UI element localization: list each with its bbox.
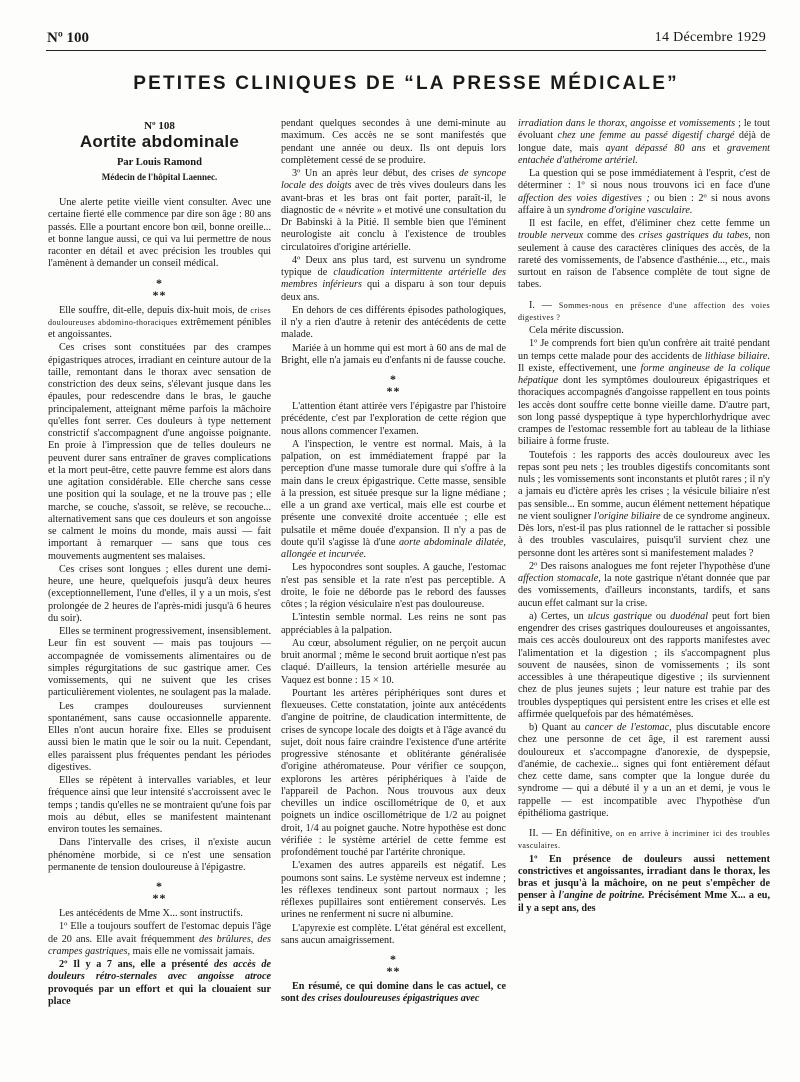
section-heading: I. — Sommes-nous en présence d'une affection des voies digestives ? [518, 299, 770, 322]
column-1 [48, 118, 271, 1078]
paragraph: Ces crises sont longues ; elles durent une demi-heure, une heure, quelquefois jusqu'à deux heures (exceptionnellement, l'une d'elles, il y a un mois, s'est prolongée de 2 heures de l'après-midi jusqu'à 6 heures du soir). [48, 563, 271, 624]
paragraph: Les hypocondres sont souples. A gauche, l'estomac n'est pas sensible et la rate n'est pas perceptible. A droite, le foie ne déborde pas le rebord des fausses côtes ; la région vésiculaire n'est pas douloureuse. [281, 562, 506, 610]
paragraph: Au cœur, absolument régulier, on ne perçoit aucun bruit anormal ; même le second bruit aortique n'est pas claqué. D'ailleurs, la tension artérielle mesurée au Vaquez est bonne : 15 × 10. [281, 637, 506, 686]
paragraph: L'attention étant attirée vers l'épigastre par l'histoire précédente, c'est par l'exploration de cette région que nous allons commencer l'examen. [281, 401, 506, 437]
paragraph: a) Certes, un ulcus gastrique ou duodénal peut fort bien engendrer des crises gastriques douloureuses et angoissantes, mais ces accès douloureux ont des rapports manifestes avec l'alimentation et la digestion ; ils s'accompagnent plus souvent de nausées, sinon de vomissements ; ils sont accessibles à une thérapeutique digestive ; ils surviennent chez de plus jeunes sujets ; leur nature est trahie par des troubles dyspeptiques qui persistent entre les crises et elle est affirmée quelquefois par des hématémèses. [518, 610, 770, 720]
section-separator: * ** [386, 372, 401, 398]
paragraph: En dehors de ces différents épisodes pathologiques, il n'y a rien d'autre à retenir des antécédents de cette malade. [281, 304, 506, 341]
paragraph: L'examen des autres appareils est négatif. Les poumons sont sains. Le système nerveux est indemne ; les réflexes tendineux sont partout normaux ; les réflexes pupillaires sont entièrement conservés. Les urines ne renferment ni sucre ni albumine. [281, 860, 506, 921]
article-number: Nº 108 [144, 120, 175, 132]
paragraph: Toutefois : les rapports des accès douloureux avec les repas sont peu nets ; les troubles digestifs concomitants sont nuls ; les vomissements sont inconstants et plutôt rares ; il n'y a jamais eu d'ictère après les crises ; la vésicule biliaire n'est pas sensible... En somme, aucun élément nettement hépatique ne vient souligner l'origine biliaire de ce syndrome angineux. Dès lors, n'est-il pas plus rationnel de le rattacher si possible à des troubles vasculaires, puisqu'il survient chez une personne dont les artères sont si manifestement malades ? [518, 449, 770, 559]
paragraph: 1º Elle a toujours souffert de l'estomac depuis l'âge de 20 ans. Elle avait fréquemment des brûlures, des crampes gastriques, mais elle ne vomissait jamais. [48, 921, 271, 957]
section-separator: * ** [152, 879, 167, 905]
author-affiliation: Médecin de l'hôpital Laennec. [101, 171, 218, 182]
section-separator: * ** [152, 275, 167, 302]
paragraph: irradiation dans le thorax, angoisse et vomissements ; le tout évoluant chez une femme au passé digestif chargé déjà de longue date, mais ayant dépassé 80 ans et gravement entachée d'athérome artériel. [518, 118, 770, 166]
paragraph: En résumé, ce qui domine dans le cas actuel, ce sont des crises douloureuses épigastriques avec [281, 981, 506, 1005]
paragraph: Mariée à un homme qui est mort à 60 ans de mal de Bright, elle n'a jamais eu d'enfants ni de fausse couche. [281, 342, 506, 366]
article-title: Aortite abdominale [79, 132, 240, 152]
paragraph: 1º Je comprends fort bien qu'un confrère ait traité pendant un temps cette malade pour des accidents de lithiase biliaire. Il existe, effectivement, une forme angineuse de la colique hépatique dont les symptômes douloureux épigastriques et thoraciques accompagnés d'angoisse rappellent en tous points les accès dont souffre cette bonne vieille dame. D'autre part, son long passé dyspeptique à type hyperchlorhydrique avec crampes de l'estomac ressemble fort au tableau de la lithiase biliaire à forme fruste. [518, 338, 770, 448]
paragraph: Les antécédents de Mme X... sont instructifs. [59, 908, 243, 919]
paragraph: pendant quelques secondes à une demi-minute au maximum. Ces accès ne se sont manifestés que pendant une année ou deux. Ils ont depuis lors complètement cessé de se produire. [281, 118, 506, 166]
paragraph: Pourtant les artères périphériques sont dures et flexueuses. Cette constatation, jointe aux antécédents d'angine de poitrine, de claudication intermittente, de crises de syncope locale des doigts et à l'âge avancé du sujet, doit nous faire craindre l'existence d'une artérite progressive sténosante et oblitérante généralisée d'origine athéromateuse. Pour vérifier ce soupçon, explorons les artères périphériques à l'aide de l'appareil de Pachon. Nous trouvous aux deux chevilles un indice oscillométrique de 0, et aux poignets un indice oscillométrique de 1/2 au poignet droit, 1/4 au poignet gauche. Notre hypothèse est donc vérifiée : le système artériel de cette femme est profondément touché par l'artérite chronique. [281, 687, 506, 858]
issue-date: 14 Décembre 1929 [654, 30, 766, 45]
paragraph: Les crampes douloureuses surviennent spontanément, sans cause occasionnelle apparente. Elles n'ont aucun horaire fixe. Elles se produisent aussi bien le matin que le soir ou la nuit. Cependant, elles paraissent plus fréquentes pendant les périodes digestives. [48, 700, 271, 773]
paragraph: 2º Il y a 7 ans, elle a présenté des accès de douleurs rétro-sternales avec angoisse atroce provoqués par un effort et qui la clouaient sur place [48, 959, 271, 1007]
paragraph: 4º Deux ans plus tard, est survenu un syndrome typique de claudication intermittente artérielle des membres inférieurs qui a disparu à son tour depuis deux ans. [281, 254, 506, 303]
paragraph: L'intestin semble normal. Les reins ne sont pas appréciables à la palpation. [281, 612, 506, 636]
paragraph: Elle souffre, dit-elle, depuis dix-huit mois, de crises douloureuses abdomino-thoraciques extrêmement pénibles et angoissantes. [48, 304, 271, 340]
column-2 [281, 118, 506, 1078]
article-author: Par Louis Ramond [117, 156, 202, 168]
issue-number: Nº 100 [47, 30, 90, 46]
paragraph: La question qui se pose immédiatement à l'esprit, c'est de déterminer : 1º si nous nous trouvons ici en face d'une affection des voies digestives ; ou bien : 2º si nous avons affaire à un syndrome d'origine vasculaire. [518, 168, 770, 216]
section-heading: II. — En définitive, on en arrive à incriminer ici des troubles vasculaires. [518, 828, 770, 851]
paragraph: Elles se répètent à intervalles variables, et leur fréquence ainsi que leur intensité s'accroissent avec le temps ; tandis qu'elles ne se montraient qu'une fois par mois au début, elles se manifestent maintenant environ toutes les semaines. [48, 775, 271, 835]
paragraph: Elles se terminent progressivement, insensiblement. Leur fin est souvent — mais pas toujours — accompagnée de vomissements alimentaires ou de simples régurgitations de suc gastrique amer. Ces vomissements, qui ne suivent que les crises particulièrement violentes, ne soulagent pas la malade. [48, 626, 271, 699]
paragraph: Il est facile, en effet, d'éliminer chez cette femme un trouble nerveux comme des crises gastriques du tabes, non seulement à cause des caractères cliniques des accès, de la rareté des vomissements, de l'absence d'asthénie..., etc., mais surtout en raison de l'absence complète de tout signe de tabes. [518, 218, 770, 291]
paragraph: 2º Des raisons analogues me font rejeter l'hypothèse d'une affection stomacale, la note gastrique n'étant donnée que par des vomissements, d'ailleurs inconstants, tardifs, et sans aucun effet calmant sur la crise. [518, 560, 770, 609]
paragraph: 3º Un an après leur début, des crises de syncope locale des doigts avec de très vives douleurs dans les avant-bras et les bras ont fait porter, paraît-il, le diagnostic de « névrite » et motivé une consultation du Dr Babinski à la Pitié. Il semble bien que l'éminent neurologiste ait conclu à l'existence de troubles circulatoires d'origine artérielle. [281, 168, 506, 253]
paragraph: 1º En présence de douleurs aussi nettement constrictives et angoissantes, irradiant dans le thorax, les bras et jusqu'à la mâchoire, on ne peut s'empêcher de penser à l'angine de poitrine. Précisément Mme X... a eu, il y a sept ans, des [518, 853, 770, 914]
paragraph: Ces crises sont constituées par des crampes épigastriques atroces, irradiant en ceinture autour de la taille, remontant dans le thorax avec sensation de constriction des deux seins, s'élevant jusque dans les épaules, pour redescendre dans le bras, le gauche principalement, atteignant même parfois la mâchoire qu'elles font serrer. Ces douleurs à type nettement constrictif s'accompagnent d'une angoisse poignante. En proie à l'impression que de telles douleurs ne peuvent durer sans entraîner de graves complications et la mort peut-être, cette pauvre femme est alors dans une agitation considérable. Elle cherche sans cesse une position qui la soulage, et ne la trouve pas ; elle marche, se couche, s'assoit, se relève, se recouche... alternativement sans que ces douleurs et son angoisse se calment le moins du monde, mais aussi — fait important à remarquer — sans que tous ces mouvements augmentent ses malaises. [48, 342, 271, 562]
paragraph: A l'inspection, le ventre est normal. Mais, à la palpation, on est immédiatement frappé par la perception d'une masse tumorale dure qui s'offre à la main dans le creux épigastrique. Cette masse, sensible à la pression, est située presque sur la ligne médiane ; elle a un grand axe vertical, mais elle est courbe et présente une convexité droite accentuée ; elle est pulsatile et même douée d'expansion. Il n'y a pas de doute qu'il s'agisse là d'une aorte abdominale dilatée, allongée et incurvée. [281, 438, 506, 560]
paragraph: Une alerte petite vieille vient consulter. Avec une certaine fierté elle commence par dire son âge : 80 ans passés. Elle a pourtant encore bon œil, bonne oreille... et bonne langue aussi, ce qui va lui permettre de nous raconter en détail et avec précision les troubles qui l'amènent à demander un conseil médical. [48, 197, 271, 270]
paragraph: Cela mérite discussion. [529, 325, 624, 336]
section-separator: * ** [386, 952, 401, 978]
paragraph: b) Quant au cancer de l'estomac, plus discutable encore chez une personne de cet âge, il est rarement aussi douloureux et s'accompagne d'anorexie, de dyspepsie, d'anémie, de cachexie... signes qui font entièrement défaut chez cette dame, sans compter que la longue durée du syndrome — qui a débuté il y a un an et demi, je vous le rappelle — est incompatible avec l'hypothèse d'un épithélioma gastrique. [518, 722, 770, 819]
paragraph: L'apyrexie est complète. L'état général est excellent, sans aucun amaigrissement. [281, 922, 506, 946]
header-rule [46, 50, 766, 51]
column-3 [518, 118, 770, 1078]
paragraph: Dans l'intervalle des crises, il n'existe aucun phénomène morbide, si ce n'est une sensation permanente de tension douloureuse à l'épigastre. [48, 837, 271, 873]
section-banner: PETITES CLINIQUES DE “LA PRESSE MÉDICALE” [133, 73, 679, 94]
